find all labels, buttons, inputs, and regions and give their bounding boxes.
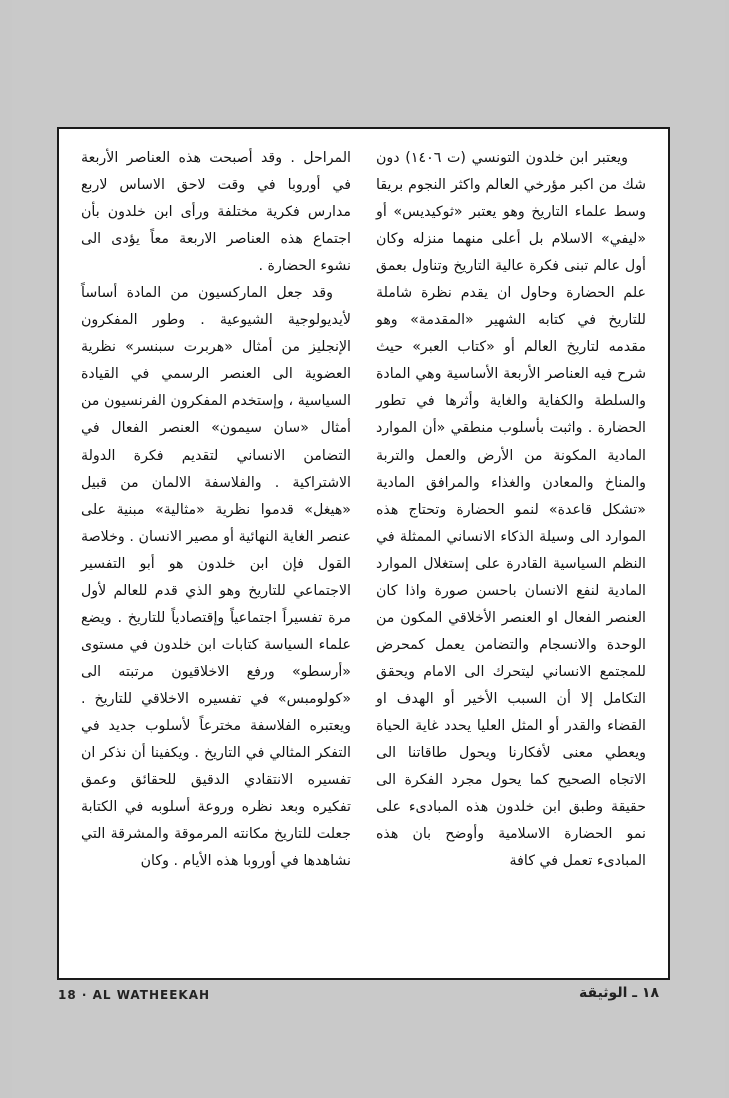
left-column-paragraph-1: المراحل . وقد أصبحت هذه العناصر الأربعة في أوروبا في وقت لاحق الاساس لاربع مدارس فكرية مختلفة ورأى ابن خلدون بأن اجتماع هذه العناصر الاربعة معاً يؤدى الى نشوء الحضارة . bbox=[81, 150, 351, 275]
footer-page-number-en: 18 · AL WATHEEKAH bbox=[58, 988, 211, 1002]
article-frame bbox=[57, 127, 670, 980]
left-column-paragraph-2: وقد جعل الماركسيون من المادة أساساً لأيديولوجية الشيوعية . وطور المفكرون الإنجليز من أمثال «هربرت سبنسر» نظرية العضوية الى العنصر الرسمي في القيادة السياسية ، وإستخدم المفكرون الفرنسيون من أمثال «سان سيمون» العنصر الفعال في التضامن الانساني لتقديم فكرة الدولة الاشتراكية . والفلاسفة الالمان من قبيل «هيغل» قدموا نظرية «مثالية» مبنية على عنصر الغاية النهائية أو مصير الانسان . وخلاصة القول فإن ابن خلدون هو أبو التفسير الاجتماعي للتاريخ وهو الذي قدم للعالم لأول مرة تفسيراً اجتماعياً وإقتصادياً للتاريخ . ويضع علماء السياسة كتابات ابن خلدون في مستوى «أرسطو» ورفع الاخلاقيون مرتبته الى «كولومبس» في تفسيره الاخلاقي للتاريخ . ويعتبره الفلاسفة مخترعاً لأسلوب جديد في التفكر المثالي في التاريخ . ويكفينا أن نذكر ان تفسيره الانتقادي الدقيق للحقائق وعمق تفكيره وبعد نظره وروعة أسلوبه في الكتابة جعلت للتاريخ مكانته المرموقة والمشرقة التي نشاهدها في أوروبا هذه الأيام . وكان bbox=[81, 285, 351, 870]
right-column-paragraph: ويعتبر ابن خلدون التونسي (ت ١٤٠٦) دون شك من اكبر مؤرخي العالم واكثر النجوم بريقا وسط علماء التاريخ وهو يعتبر «ثوكيديس» أو «ليفي» الاسلام بل أعلى منهما منزله وكان أول عالم تبنى فكرة عالية التاريخ وتناول بعمق علم الحضارة وحاول ان يقدم نظرة شاملة للتاريخ في كتابه الشهير «المقدمة» وهو مقدمه لتاريخ العالم أو «كتاب العبر» حيث شرح فيه العناصر الأربعة الأساسية وهي المادة والسلطة والكفاية والغاية وأثرها في تطور الحضارة . واثبت بأسلوب منطقي «أن الموارد المادية المكونة من الأرض والعمل والتربة والمناخ والمعادن والغذاء والمرافق المادية «تشكل قاعدة» لنمو الحضارة وتحتاج هذه الموارد الى وسيلة الذكاء الانساني الممثلة في النظم السياسية القادرة على إستغلال الموارد المادية لنفع الانسان باحسن صورة واذا كان العنصر الفعال او العنصر الأخلاقي المكون من الوحدة والانسجام والتضامن يعمل كمحرض للمجتمع الانساني ليتحرك الى الامام ويحقق التكامل إلا أن السبب الأخير أو الهدف او القضاء والقدر أو المثل العليا يحدد غاية الحياة ويعطي معنى لأفكارنا ويحول طاقاتنا الى الاتجاه الصحيح كما يحول مجرد الفكرة الى حقيقة وطبق ابن خلدون هذه المبادىء على نمو الحضارة الاسلامية وأوضح بان هذه المبادىء تعمل في كافة bbox=[376, 150, 646, 870]
footer-page-number-ar: ١٨ ـ الوثيقة bbox=[579, 985, 659, 1001]
right-column bbox=[376, 145, 646, 875]
left-column bbox=[81, 145, 351, 875]
